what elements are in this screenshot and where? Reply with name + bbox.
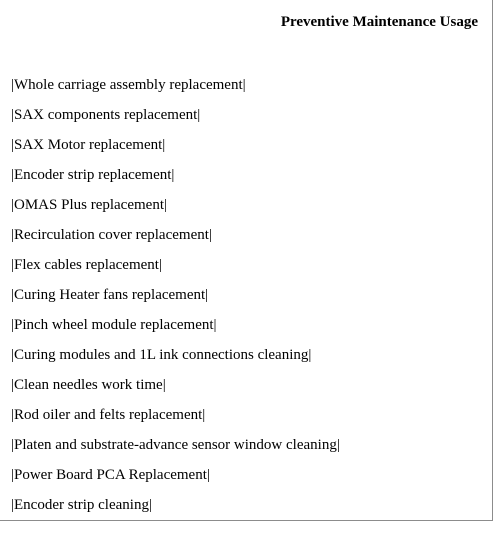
list-item: |Whole carriage assembly replacement| xyxy=(11,77,246,93)
list-item: |Platen and substrate-advance sensor window cleaning| xyxy=(11,437,340,453)
list-item: |Rod oiler and felts replacement| xyxy=(11,407,206,423)
list-item: |Encoder strip cleaning| xyxy=(11,497,152,513)
list-item: |Power Board PCA Replacement| xyxy=(11,467,210,483)
list-item: |Curing modules and 1L ink connections cleaning| xyxy=(11,347,312,363)
list-item: |Encoder strip replacement| xyxy=(11,167,175,183)
list-item: |Recirculation cover replacement| xyxy=(11,227,212,243)
list-item: |Pinch wheel module replacement| xyxy=(11,317,217,333)
list-item: |SAX components replacement| xyxy=(11,107,201,123)
list-item: |SAX Motor replacement| xyxy=(11,137,166,153)
list-item: |Curing Heater fans replacement| xyxy=(11,287,209,303)
list-item: |Flex cables replacement| xyxy=(11,257,162,273)
list-item: |Clean needles work time| xyxy=(11,377,166,393)
list-item: |OMAS Plus replacement| xyxy=(11,197,167,213)
page-title: Preventive Maintenance Usage xyxy=(280,14,478,30)
maintenance-list xyxy=(11,74,340,524)
